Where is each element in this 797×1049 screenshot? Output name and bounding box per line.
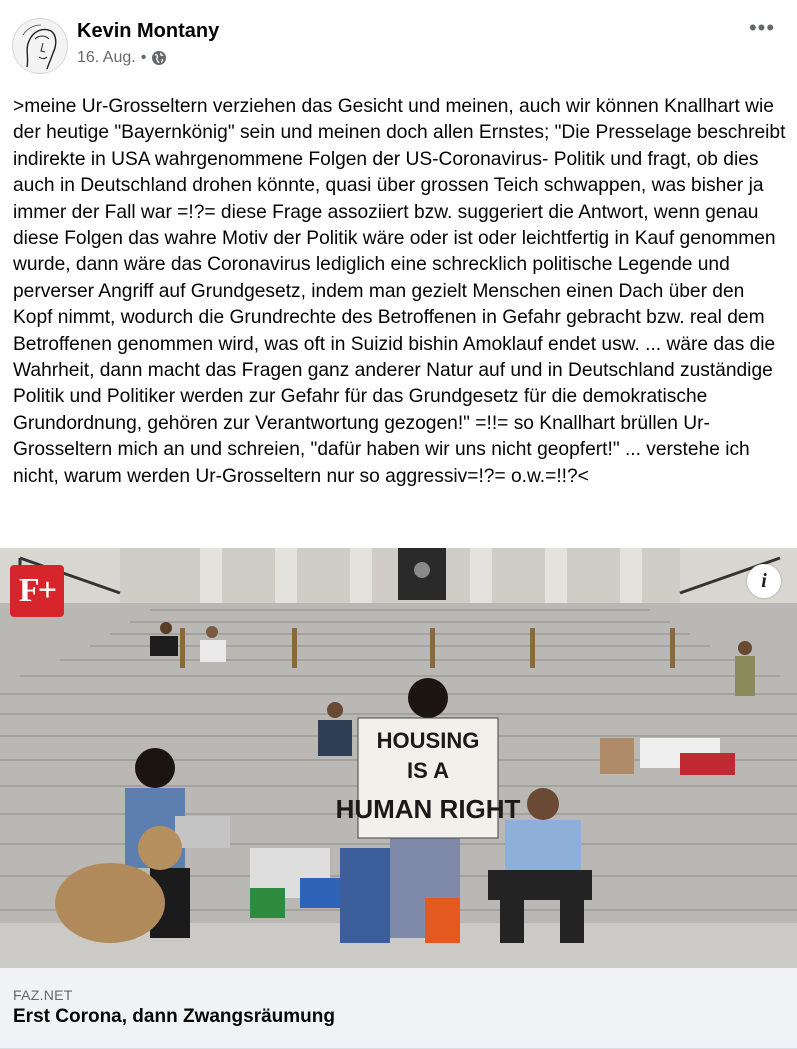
globe-icon: [151, 50, 167, 66]
info-icon[interactable]: i: [747, 564, 781, 598]
protest-sign: [335, 718, 521, 838]
post-text: >meine Ur-Grosseltern verziehen das Gesicht und meinen, auch wir können Knallhart wie der heutige "Bayernkönig" sein und meinen doch allen Ernstes; "Die Presselage beschreibt indirekte in USA wahrgenommene Folgen der US-Coronavirus- Politik und fragt, ob dies auch in Deutschland drohen könnte, quasi über grossen Teich schwappen, was bisher ja immer der Fall war =!?= diese Frage assoziiert bzw. suggeriert die Antwort, wenn genau diese Folgen das wahre Motiv der Politik wäre oder ist oder leichtfertig in Kauf genommen wurde, dann wäre das Coronavirus lediglich eine schrecklich politische Legende und perverser Angriff auf Grundgesetz, indem man gezielt Menschen einen Dach über den Kopf nimmt, wodurch die Grundrechte des Betroffenen in Gefahr gebracht bzw. real dem Betroffenen genommen wird, was oft in Suizid bishin Amoklauf endet usw. ... wäre das die Wahrheit, dann macht das Fragen ganz anderer Natur auf und in Deutschland zuständige Politik und Politiker werden zur Gefahr für das Grundgesetz für die demokratische Grundordnung, gehören zur Verantwortung gezogen!" =!!= so Knallhart brüllen Ur-Grosseltern mich an und schreien, "dafür haben wir uns nicht geopfert!" ... verstehe ich nicht, warum werden Ur-Grosseltern nur so aggressiv=!?= o.w.=!!?<: [13, 96, 786, 487]
link-preview-image[interactable]: [0, 548, 797, 968]
sign-text: HOUSING: [376, 728, 480, 753]
sign-text: HUMAN RIGHT: [335, 794, 521, 824]
avatar-sketch-face: [13, 19, 67, 73]
post-date[interactable]: 16. Aug.: [77, 49, 136, 66]
meta-separator: •: [140, 49, 147, 66]
link-domain: FAZ.NET: [13, 987, 73, 1003]
avatar[interactable]: [12, 18, 68, 74]
sign-text: IS A: [407, 758, 449, 783]
post-header: [0, 0, 797, 86]
link-headline[interactable]: Erst Corona, dann Zwangsräumung: [13, 1006, 335, 1027]
author-name[interactable]: Kevin Montany: [77, 20, 220, 42]
post-meta: [77, 49, 167, 67]
faz-plus-badge: F+: [10, 565, 64, 617]
more-options-icon[interactable]: •••: [748, 15, 776, 40]
link-preview-footer[interactable]: [0, 968, 797, 1049]
